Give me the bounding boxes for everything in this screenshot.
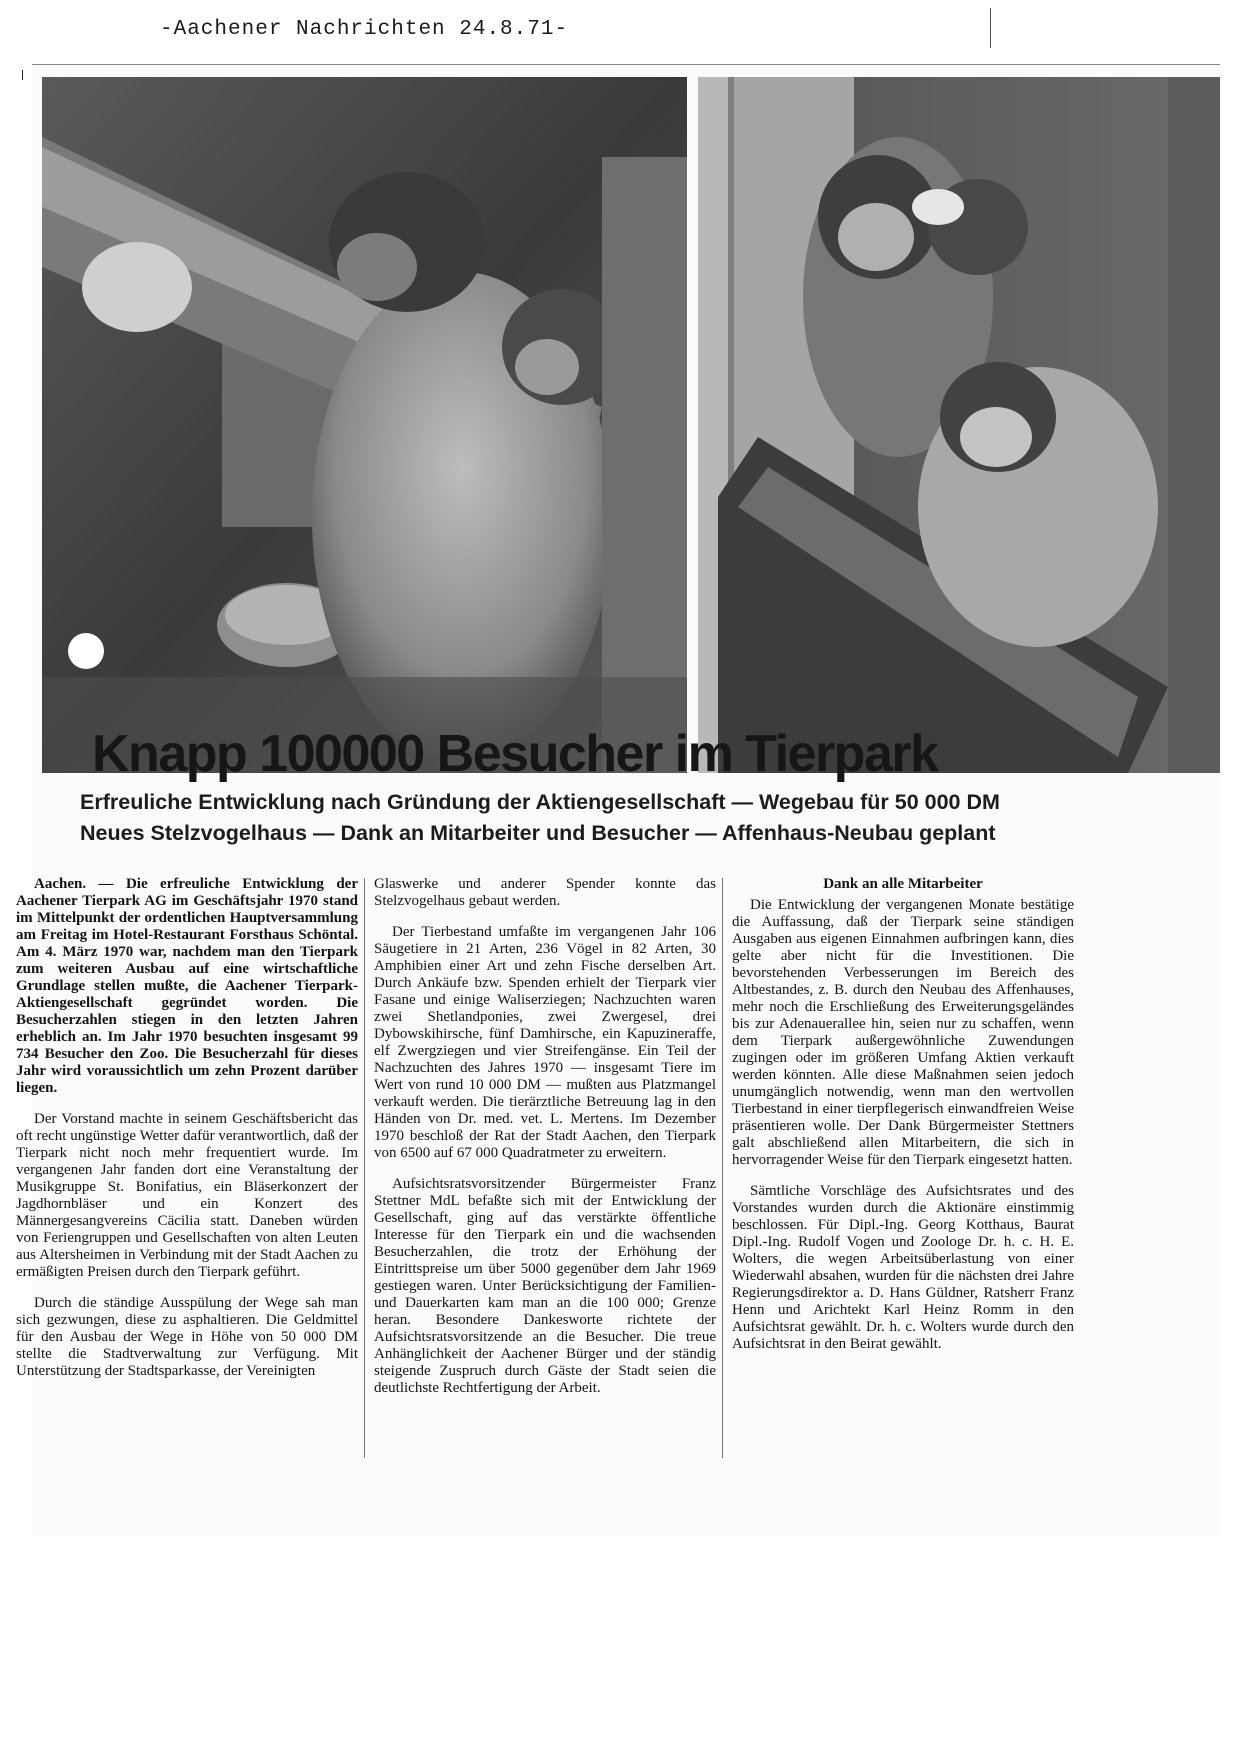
scan-mark: [990, 8, 991, 48]
section-heading: Dank an alle Mitarbeiter: [823, 876, 983, 892]
column-divider: [722, 878, 723, 1458]
paragraph: Aufsichtsratsvorsitzender Bürgermeister Franz Stettner MdL befaßte sich mit der Entwicklung der Gesellschaft, ging auf das verstärkte öffentliche Interesse für den Tierpark ein und die wachsenden Besucherzahlen, die trotz der Erhöhung der Eintrittspreise um über 5000 gegenüber dem Jahr 1969 gestiegen waren. Unter Berücksichtigung der Familien- und Dauerkarten kam man an die 100 000; Grenze heran. Besondere Dankesworte richtete der Aufsichtsratsvorsitzende an die Besucher. Die treue Anhänglichkeit der Aachener Bürger und der ständig steigende Zuspruch durch Gäste der Stadt seien die deutlichste Rechtfertigung der Arbeit.: [374, 1176, 716, 1396]
article-column-2: [374, 876, 716, 1411]
lead-paragraph: Aachen. — Die erfreuliche Entwicklung der Aachener Tierpark AG im Geschäftsjahr 1970 stand im Mittelpunkt der ordentlichen Hauptversammlung am Freitag im Hotel-Restaurant Forsthaus Schöntal. Am 4. März 1970 war, nachdem man den Tierpark zum weiteren Ausbau auf eine wirtschaftliche Grundlage stellen mußte, die Aachener Tierpark-Aktiengesellschaft gegründet worden. Die Besucherzahlen stiegen in den letzten Jahren erheblich an. Im Jahr 1970 besuchten insgesamt 99 734 Besucher den Zoo. Die Besucherzahl für dieses Jahr wird voraussichtlich um zehn Prozent darüber liegen.: [16, 876, 358, 1096]
subheadline-2: Neues Stelzvogelhaus — Dank an Mitarbeiter und Besucher — Affenhaus-Neubau geplant: [80, 821, 996, 845]
capuchin-monkey-photo-left: [42, 77, 687, 773]
source-line: -Aachener Nachrichten 24.8.71-: [160, 18, 569, 41]
column-divider: [364, 878, 365, 1458]
subheadline-1: Erfreuliche Entwicklung nach Gründung der Aktiengesellschaft — Wegebau für 50 000 DM: [80, 790, 1000, 814]
monkeys-photo-icon: [698, 77, 1220, 773]
capuchin-monkeys-photo-right: [698, 77, 1220, 773]
headline: Knapp 100000 Besucher im Tierpark: [92, 725, 938, 783]
paragraph: Der Vorstand machte in seinem Geschäftsbericht das oft recht ungünstige Wetter dafür verantwortlich, daß der Tierpark nicht noch mehr frequentiert wurde. Im vergangenen Jahr fanden dort eine Veranstaltung der Musikgruppe St. Bonifatius, ein Bläserkonzert der Jagdhornbläser und ein Konzert des Männergesangvereins Cäcilia statt. Daneben würden von Feriengruppen und Gesellschaften von alten Leuten aus Altersheimen in Verbindung mit der Stadt Aachen zu ermäßigten Preisen durch den Tierpark geführt.: [16, 1111, 358, 1280]
monkey-photo-icon: [42, 77, 687, 773]
paragraph: Die Entwicklung der vergangenen Monate bestätige die Auffassung, daß der Tierpark seine ständigen Ausgaben aus eigenen Einnahmen aufbringen kann, dies gelte aber nicht für die Investitionen. Die bevorstehenden Verbesserungen im Bereich des Altbestandes, z. B. durch den Neubau des Affenhauses, mehr noch die Erschließung des Erweiterungsgeländes bis zur Adenauerallee hin, seien nur zu schaffen, wenn dem Tierpark außergewöhnliche Zuwendungen zugingen oder im größeren Umfang Aktien verkauft werden könnten. Alle diese Maßnahmen seien jedoch unumgänglich notwendig, wenn man den wertvollen Tierbestand in einer tierpflegerisch einwandfreien Weise präsentieren wolle. Der Dank Bürgermeister Stettners galt abschließend allen Mitarbeitern, die sich in hervorragender Weise für den Tierpark eingesetzt hatten.: [732, 897, 1074, 1168]
paragraph: Der Tierbestand umfaßte im vergangenen Jahr 106 Säugetiere in 21 Arten, 236 Vögel in 82 Arten, 30 Amphibien einer Art und zehn Fische derselben Art. Durch Ankäufe bzw. Spenden erhielt der Tierpark vier Fasane und einige Waliserziegen; Nachzuchten waren zwei Shetlandponies, zwei Zwergesel, drei Dybowskihirsche, fünf Damhirsche, ein Kapuzineraffe, elf Zwergziegen und vier Streifengänse. Ein Teil der Nachzuchten des Jahres 1970 — insgesamt Tiere im Wert von rund 10 000 DM — mußten aus Platzmangel verkauft werden. Die tierärztliche Betreuung lag in den Händen von Dr. med. vet. L. Mertens. Im Dezember 1970 beschloß der Rat der Stadt Aachen, den Tierpark von 6500 auf 67 000 Quadratmeter zu erweitern.: [374, 924, 716, 1161]
article-column-1: [16, 876, 358, 1394]
article-column-3: [732, 876, 1074, 1367]
punch-hole: [68, 633, 104, 669]
paragraph: Glaswerke und anderer Spender konnte das Stelzvogelhaus gebaut werden.: [374, 876, 716, 909]
paragraph: Sämtliche Vorschläge des Aufsichtsrates und des Vorstandes wurden durch die Aktionäre einstimmig beschlossen. Für Dipl.-Ing. Georg Kotthaus, Baurat Dipl.-Ing. Rudolf Vogen und Zoologe Dr. h. c. H. E. Wolters, die wegen Arbeitsüberlastung von einer Wiederwahl absahen, wurden für die nächsten drei Jahre Regierungsdirektor a. D. Hans Güldner, Ratsherr Franz Henn und Arichtekt Karl Heinz Romm in den Aufsichtsrat gewählt. Dr. h. c. Wolters wurde durch den Aufsichtsrat in den Beirat gewählt.: [732, 1183, 1074, 1352]
scan-mark: [22, 70, 23, 80]
paragraph: Durch die ständige Ausspülung der Wege sah man sich gezwungen, diese zu asphaltieren. Die Geldmittel für den Ausbau der Wege in Höhe von 50 000 DM stellte die Stadtverwaltung zur Verfügung. Mit Unterstützung der Stadtsparkasse, der Vereinigten: [16, 1295, 358, 1379]
